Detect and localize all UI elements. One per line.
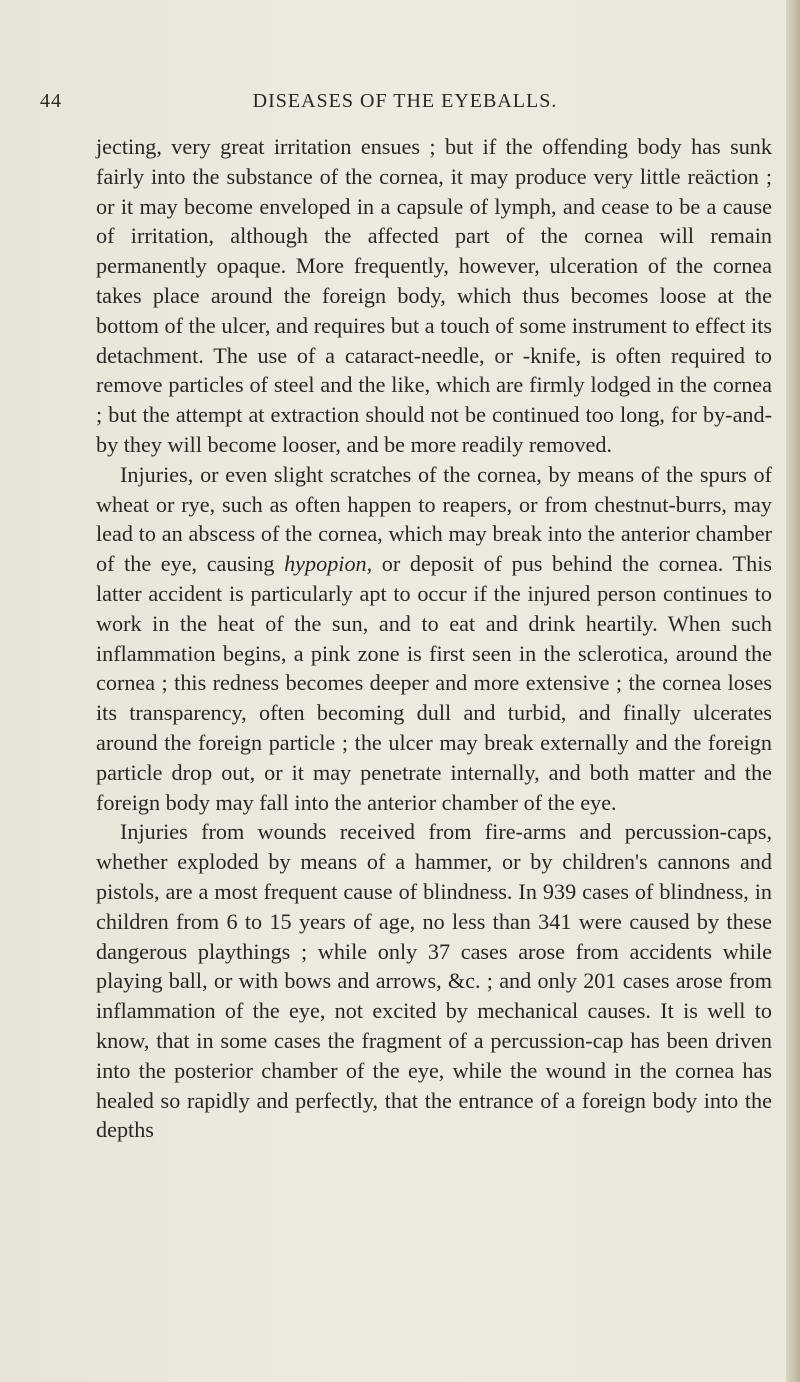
body-text	[96, 132, 772, 1145]
running-title: DISEASES OF THE EYEBALLS.	[252, 90, 558, 112]
page-number: 44	[40, 90, 62, 112]
paragraph-2: Injuries, or even slight scratches of the cornea, by means of the spurs of wheat or rye, such as often happen to reapers, or from chestnut-burrs, may lead to an abscess of the cornea, which may break into the anterior chamber of the eye, causing hypopion, or deposit of pus behind the cornea. This latter accident is particularly apt to occur if the injured person continues to work in the heat of the sun, and to eat and drink heartily. When such inflammation begins, a pink zone is first seen in the sclerotica, around the cornea ; this redness becomes deeper and more extensive ; the cornea loses its transparency, often becoming dull and turbid, and finally ulcerates around the foreign particle ; the ulcer may break externally and the foreign particle drop out, or it may penetrate internally, and both matter and the foreign body may fall into the anterior chamber of the eye.	[96, 461, 772, 815]
italic-term: hypopion,	[284, 551, 373, 577]
paragraph-1: jecting, very great irritation ensues ; but if the offending body has sunk fairly into the substance of the cornea, it may produce very little reäction ; or it may become enveloped in a capsule of lymph, and cease to be a cause of irritation, although the affected part of the cornea will remain permanently opaque. More frequently, however, ulceration of the cornea takes place around the foreign body, which thus becomes loose at the bottom of the ulcer, and requires but a touch of some instrument to effect its detachment. The use of a cataract-needle, or -knife, is often required to remove particles of steel and the like, which are firmly lodged in the cornea ; but the attempt at extraction should not be continued too long, for by-and-by they will become looser, and be more readily removed.	[96, 134, 772, 457]
paragraph-3: Injuries from wounds received from fire-arms and percussion-caps, whether exploded by means of a hammer, or by children's cannons and pistols, are a most frequent cause of blindness. In 939 cases of blindness, in children from 6 to 15 years of age, no less than 341 were caused by these dangerous playthings ; while only 37 cases arose from accidents while playing ball, or with bows and arrows, &c. ; and only 201 cases arose from inflammation of the eye, not excited by mechanical causes. It is well to know, that in some cases the fragment of a percussion-cap has been driven into the posterior chamber of the eye, while the wound in the cornea has healed so rapidly and perfectly, that the entrance of a foreign body into the depths	[96, 819, 772, 1143]
running-header	[40, 90, 760, 120]
page-edge	[786, 0, 800, 1382]
